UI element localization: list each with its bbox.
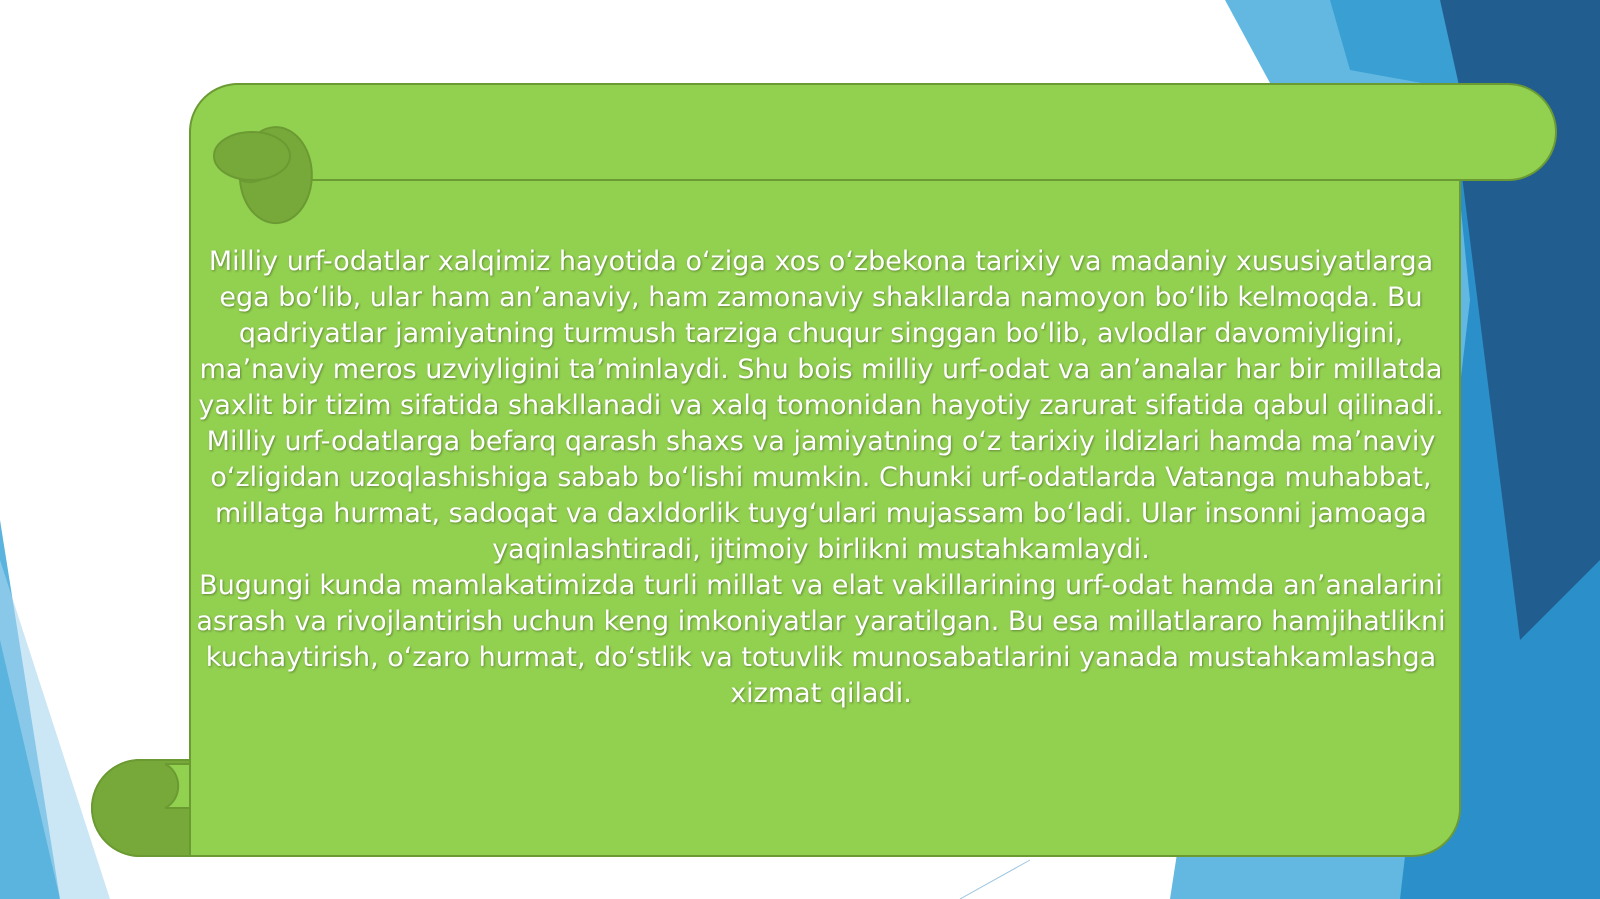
paragraph-2: Milliy urf-odatlarga befarq qarash shaxs va jamiyatning oʻz tarixiy ildizlari hamda maʼnaviy oʻzligidan uzoqlashishiga sabab boʻlishi mumkin. Chunki urf-odatlarda Vatanga muhabbat, millatga hurmat, sadoqat va daxldorlik tuygʻulari mujassam boʻladi. Ular insonni jamoaga yaqinlashtiradi, ijtimoiy birlikni mustahkamlaydi. [206,426,1436,565]
scroll-curl-top-inner [214,132,290,180]
paragraph-3: Bugungi kunda mamlakatimizda turli millat va elat vakillarining urf-odat hamda anʼanalarini asrash va rivojlantirish uchun keng imkoniyatlar yaratilgan. Bu esa millatlararo hamjihatlikni kuchaytirish, oʻzaro hurmat, doʻstlik va totuvlik munosabatlarini yanada mustahkamlashga xizmat qiladi. [196,570,1446,709]
scroll-text [196,244,1446,712]
paragraph-1: Milliy urf-odatlar xalqimiz hayotida oʻziga xos oʻzbekona tarixiy va madaniy xususiyatlarga ega boʻlib, ular ham anʼanaviy, ham zamonaviy shakllarda namoyon boʻlib kelmoqda. Bu qadriyatlar jamiyatning turmush tarziga chuqur singgan boʻlib, avlodlar davomiyligini, maʼnaviy meros uzviyligini taʼminlaydi. Shu bois milliy urf-odat va anʼanalar har bir millatda yaxlit bir tizim sifatida shakllanadi va xalq tomonidan hayotiy zarurat sifatida qabul qilinadi. [198,246,1444,421]
